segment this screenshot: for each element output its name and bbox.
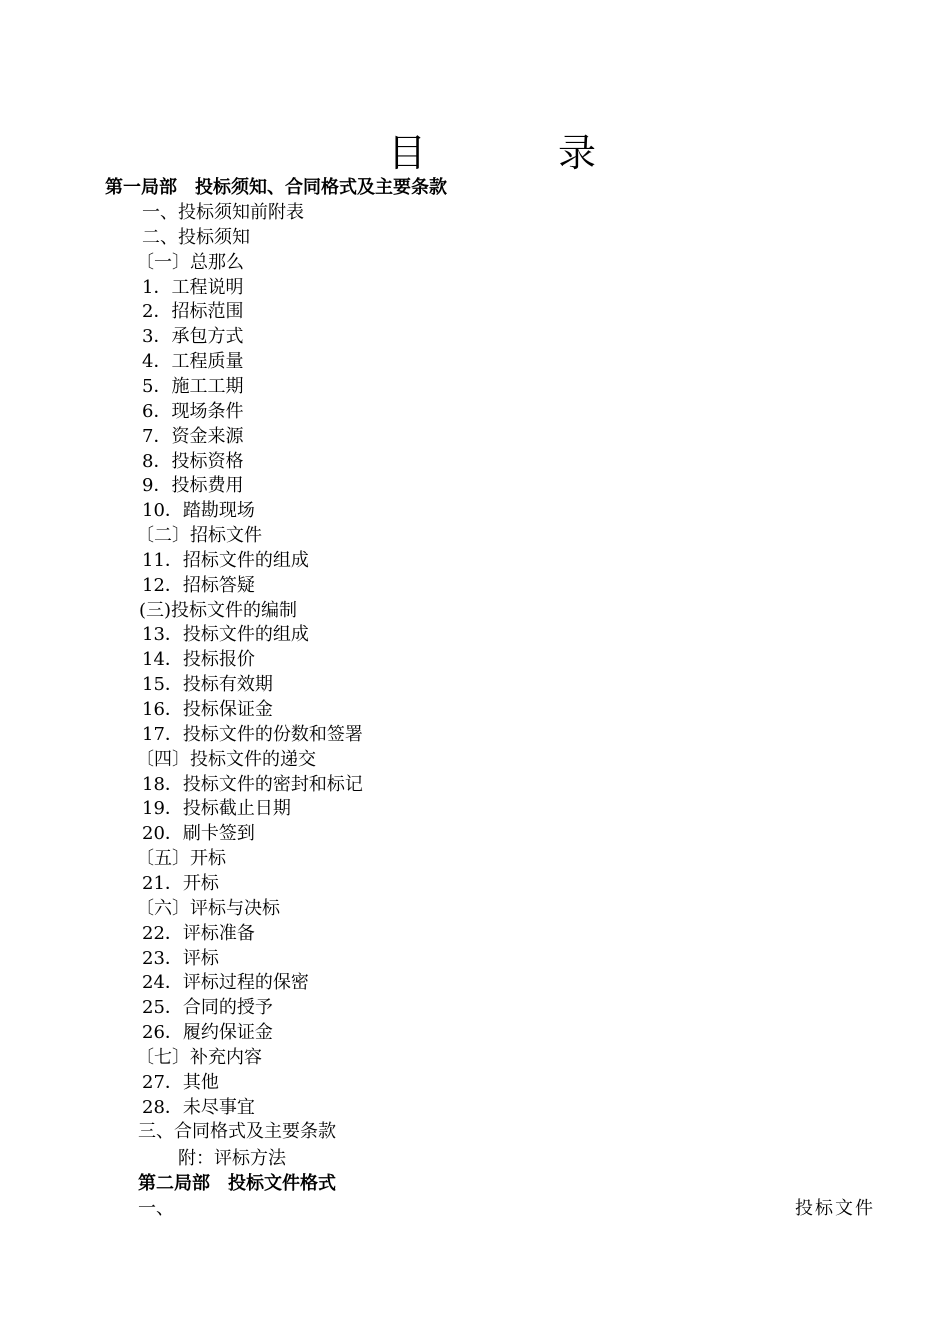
toc-item: 7．资金来源: [142, 425, 244, 447]
toc-item: 9．投标费用: [142, 475, 244, 497]
toc-item: 1．工程说明: [142, 276, 244, 298]
toc-part2-item-1-text: 投标文件: [795, 1198, 875, 1219]
title-char-1: 目: [388, 131, 427, 175]
toc-item: 22．评标准备: [142, 922, 255, 944]
toc-item: 5．施工工期: [142, 375, 244, 397]
toc-item: 27．其他: [142, 1071, 219, 1093]
toc-item: 15．投标有效期: [142, 674, 273, 696]
toc-item: 〔四〕投标文件的递交: [136, 748, 316, 770]
toc-item: 4．工程质量: [142, 351, 244, 373]
toc-item: 三、合同格式及主要条款: [138, 1121, 336, 1143]
toc-item: 3．承包方式: [142, 326, 244, 348]
toc-item: 23．评标: [142, 947, 219, 969]
toc-item: 6．现场条件: [142, 400, 244, 422]
toc-item: 19．投标截止日期: [142, 798, 291, 820]
toc-item: 8．投标资格: [142, 450, 244, 472]
toc-item: 〔七〕补充内容: [136, 1046, 262, 1068]
toc-item: 一、投标须知前附表: [142, 202, 304, 223]
toc-item: 10．踏勘现场: [142, 500, 255, 522]
toc-item: 12．招标答疑: [142, 574, 255, 596]
toc-item: 28．未尽事宜: [142, 1096, 255, 1118]
toc-item: 26．履约保证金: [142, 1022, 273, 1044]
toc-item: 〔六〕评标与决标: [136, 897, 280, 919]
toc-part2-item-1: 一、: [138, 1198, 174, 1219]
toc-item: 21．开标: [142, 872, 219, 894]
toc-item: 17．投标文件的份数和签署: [142, 723, 363, 745]
toc-item: 13．投标文件的组成: [142, 624, 309, 646]
toc-item: 11．招标文件的组成: [142, 549, 309, 571]
toc-item: 〔五〕开标: [136, 848, 226, 870]
toc-item: 20．刷卡签到: [142, 823, 255, 845]
toc-item: 16．投标保证金: [142, 699, 273, 720]
toc-part1-heading: 第一局部 投标须知、合同格式及主要条款: [105, 177, 447, 198]
toc-item: 18．投标文件的密封和标记: [142, 773, 363, 795]
toc-item: 25．合同的授予: [142, 997, 273, 1019]
toc-item: (三)投标文件的编制: [139, 599, 298, 621]
toc-item: 〔一〕总那么: [136, 251, 244, 273]
toc-item: 2．招标范围: [142, 301, 244, 323]
toc-appendix: 附：评标方法: [178, 1148, 286, 1169]
toc-item: 14．投标报价: [142, 649, 255, 671]
toc-part2-heading: 第二局部 投标文件格式: [138, 1173, 336, 1194]
page-title: [0, 128, 950, 178]
toc-item: 24．评标过程的保密: [142, 972, 309, 994]
title-char-2: 录: [558, 131, 597, 175]
toc-item: 〔二〕招标文件: [136, 525, 262, 547]
toc-item: 二、投标须知: [142, 226, 250, 248]
